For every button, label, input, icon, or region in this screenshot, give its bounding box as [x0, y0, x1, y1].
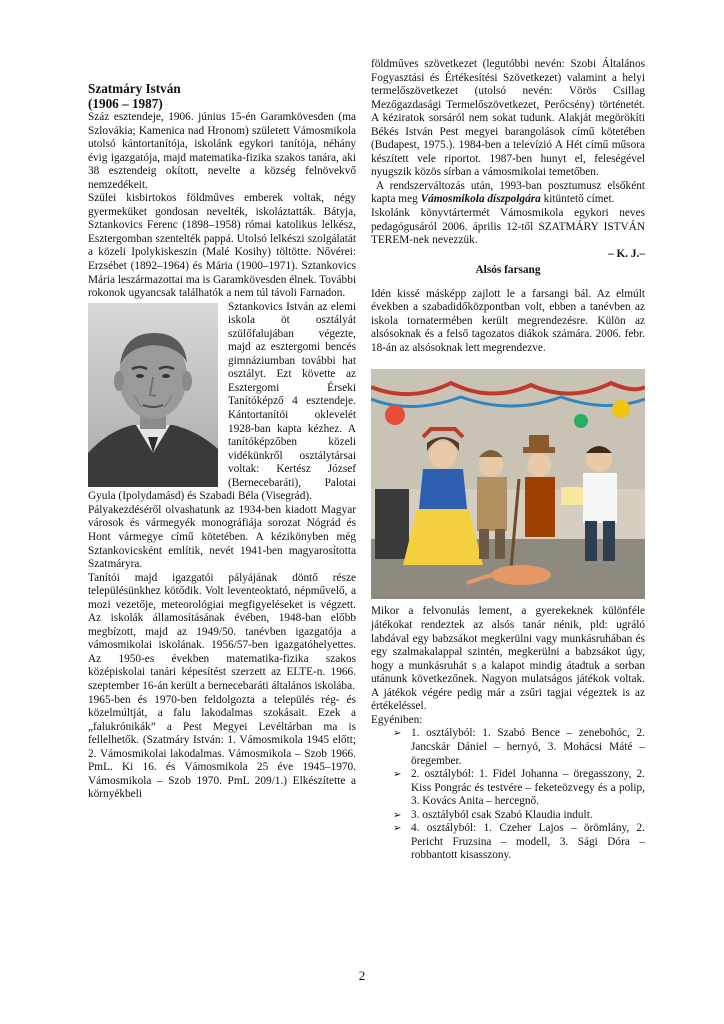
portrait-photo	[88, 303, 218, 487]
author-signature: – K. J.–	[607, 247, 645, 260]
article-title-name: Szatmáry István	[88, 81, 181, 96]
left-column	[88, 58, 356, 802]
article-paragraph: Iskolánk könyvtártermét Vámosmikola egykori neves pedagógusáról 2006. április 12-től SZATMÁRY ISTVÁN TEREM-nek nevezzük.	[371, 207, 645, 247]
article-title-years: (1906 – 1987)	[88, 96, 163, 111]
arrow-bullet-icon: ➢	[393, 823, 402, 835]
arrow-bullet-icon: ➢	[393, 809, 402, 821]
list-item: ➢ 2. osztályból: 1. Fidel Johanna – öregasszony, 2. Kiss Pongrác és testvére – feketeözvegy és a polip, 3. Kovács Anita – hercegnő.	[393, 768, 645, 808]
list-item: ➢ 4. osztályból: 1. Czeher Lajos – örömlány, 2. Pericht Fruzsina – modell, 3. Sági Dóra – robbantott kisasszony.	[393, 822, 645, 862]
honorary-text-post: kitüntető címet.	[540, 193, 615, 206]
article-paragraph: 1965-ben és 1970-ben feldolgozta a település rég- és közelmúltját, a falu lakodalmas szokásait. Ezek a „falukrónikák” a Pest Megyei Levéltárban ma is fellelhetők. (Szatmáry István: 1. Vámosmikola 1945 előtt; 2. Vámosmikolai lakodalmas. Vámosmikola – Szob 1966. PmL. Ki 16. és Vámosmikola 25 éve 1945–1970. Vámosmikola – Szob 1970. PmL 209/1.) Elkészítette a környékbeli	[88, 693, 356, 801]
honorary-citizen-paragraph	[371, 180, 645, 207]
article-paragraph: Pályakezdéséről olvashatunk az 1934-ben kiadott Magyar városok és vármegyék monográfiája sorozat Nógrád és Hont vármegye című kötetében. A kézikönyben még Sztankovicsként említik, nevét 1941-ben magyarosította Szatmáryra.	[88, 503, 356, 571]
winners-intro: Egyéniben:	[371, 713, 423, 726]
honorary-text-pre: A rendszerváltozás után, 1993-ban posztumusz elsőként kapta meg	[371, 179, 645, 206]
article-paragraph: földműves szövetkezet (legutóbbi nevén: Szobi Általános Fogyasztási és Értékesítési Szövetkezet) valamint a helyi termelőszövetkezet (utolsó nevén: Vörös Csillag Mezőgazdasági Termelőszövetkezet, Perőcsény) történetét. A kéziratok sorsáról nem sokat tudunk. Alakját megörökíti Békés István Pest megyei barangolások című kötetében (Budapest, 1975.). 1984-ben a televízió A Hét című műsora készített vele riportot. 1987-ben hunyt el, feleségével nyugszik közös sírban a vámosmikolai temetőben.	[371, 58, 645, 179]
article-paragraph: Száz esztendeje, 1906. június 15-én Garamkövesden (ma Szlovákia; Kamenica nad Hronom) született Vámosmikola utolsó kántortanítója, iskolánk egykori tanítója, néhány évig igazgatója, majd matematika-fizika szakos tanára, aki 38 esztendeig okított, nevelte a község felnövekvő nemzedékeit.	[88, 111, 356, 191]
article-paragraph-wrapped: Sztankovics István az elemi iskola öt osztályát szülőfalujában végezte, majd az esztergomi bencés gimnáziumban további hat osztályt. Ezt követte az Esztergomi Érseki Tanítóképző 4 esztendeje. Kántortanítói oklevelét 1928-ban kapta kézhez. A tanítóképzőben közeli vidékünkről osztálytársai voltak: Kertész József (Bernecebaráti), Palotai Gyula (Ipolydamásd) és Szabadi Béla (Visegrád).	[88, 300, 356, 503]
winners-list	[371, 727, 645, 862]
honorary-title: Vámosmikola díszpolgára	[420, 193, 541, 206]
article2-title: Alsós farsang	[475, 264, 541, 277]
list-item: ➢ 3. osztályból csak Szabó Klaudia indult.	[393, 808, 593, 821]
carnival-photo	[371, 369, 645, 599]
arrow-bullet-icon: ➢	[393, 769, 402, 781]
list-item: ➢ 1. osztályból: 1. Szabó Bence – zenebohóc, 2. Jancskár Dániel – hernyó, 3. Mohácsi Máté – öregember.	[393, 727, 645, 767]
article-paragraph: Tanítói majd igazgatói pályájának döntő része településünkhez kötődik. Volt leventeoktató, népművelő, a mozi vezetője, meteorológiai megfigyeléseket is végzett. Az iskolák államosításának évében, 1948-ban előbb megbízott, majd az 1949/50. tanévben igazgatója a vámosmikolai iskolának. 1956/57-ben igazgatóhelyettes. Az 1950-es években matematika-fizika szakos középiskolai tanári képesítést szerzett az ELTE-n. 1966. szeptember 16-án került a bernecebaráti általános iskolába.	[88, 571, 356, 692]
arrow-bullet-icon: ➢	[393, 728, 402, 740]
article-paragraph: Szülei kisbirtokos földműves emberek voltak, négy gyermeküket gondosan nevelték, iskoláztatták. Bátyja, Sztankovics Ferenc (1898–1958) római katolikus lelkész, Esztergomban szentelték pappá. Utolsó lelkészi szolgálatát a közeli Ipolykiskeszin (Malé Kosihy) töltötte. Nővérei: Erzsébet (1892–1964) és Mária (1900–1971). Sztankovics Mária leszármazottai ma is Garamkövesden élnek. További rokonok ugyancsak találhatók a nem túl távoli Farnadon.	[88, 192, 356, 300]
article-paragraph: Idén kissé másképp zajlott le a farsangi bál. Az elmúlt években a szabadidőközpontban volt, ebben a tanévben az iskola tornatermében került megrendezésre. Külön az alsósoknak és a felső tagozatos diákok számára. 2006. febr. 18-án az alsósoknak lett megrendezve.	[371, 287, 645, 354]
right-column	[371, 58, 645, 863]
page-number: 2	[358, 968, 366, 983]
article-paragraph: Mikor a felvonulás lement, a gyerekeknek különféle játékokat rendeztek az alsós tanár nénik, pld: ugráló labdával egy babzsákot megkerülni vagy munkásruhában és egy szalmakalappal szintén, megkerülni a babzsákot úgy, hogy a munkásruhát s a kalapot mindig átadtuk a sorban utánunk következőnek. Nagyon mulatságos játékok voltak. A játékok végére pedig már a zsűri tagjai végeztek is az értékeléssel.	[371, 605, 645, 713]
